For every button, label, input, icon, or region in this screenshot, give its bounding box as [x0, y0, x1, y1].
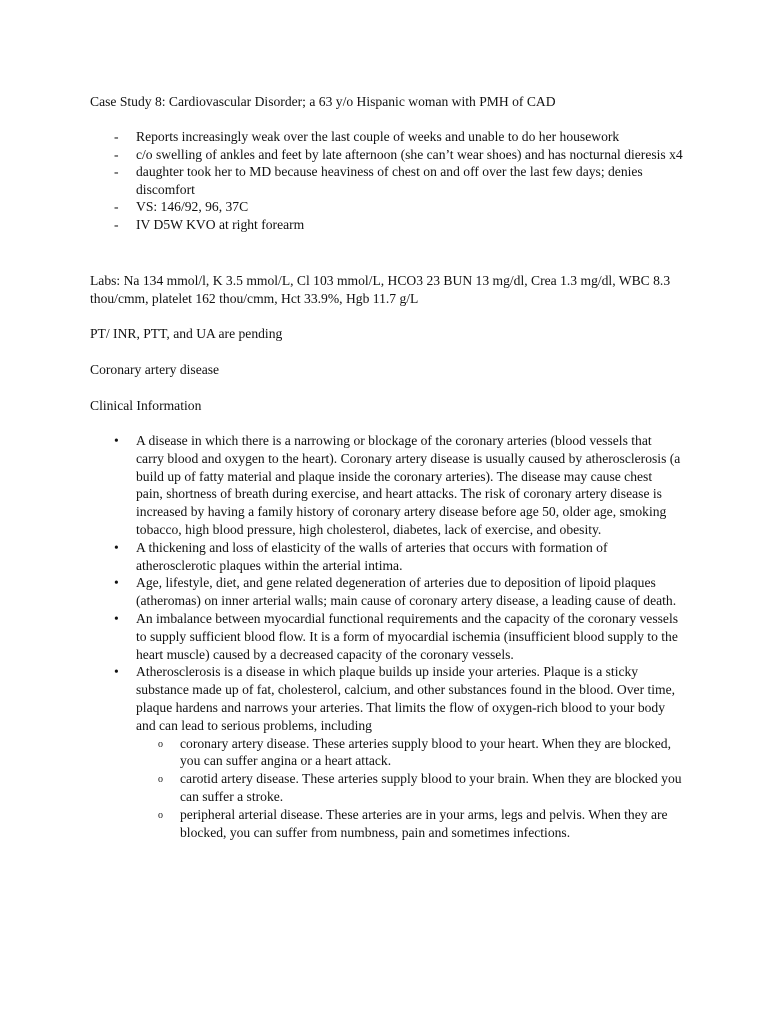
clinical-item — [90, 663, 682, 841]
sub-list — [136, 735, 682, 842]
bullet-marker: • — [114, 610, 119, 626]
bullet-marker: • — [114, 539, 119, 555]
dash-marker: - — [114, 164, 119, 179]
clinical-text: A disease in which there is a narrowing or blockage of the coronary arteries (blood vessels that carry blood and oxygen to the heart). Coronary artery disease is usually caused by atherosclerosis (a build up of fatty material and plaque inside the coronary arteries). The disease may cause chest pain, shortness of breath during exercise, and heart attacks. The risk of coronary artery disease is increased by having a family history of coronary artery disease before age 50, older age, smoking tobacco, high blood pressure, high cholesterol, diabetes, lack of exercise, and obesity. — [136, 433, 681, 537]
circle-marker: o — [158, 774, 163, 786]
clinical-text: An imbalance between myocardial functional requirements and the capacity of the coronary vessels to supply sufficient blood flow. It is a form of myocardial ischemia (insufficient blood supply to the heart muscle) caused by a decreased capacity of the coronary vessels. — [136, 610, 679, 662]
dash-marker: - — [114, 129, 119, 144]
bullet-marker: • — [114, 433, 119, 448]
finding-item — [90, 198, 690, 216]
sub-item-text: coronary artery disease. These arteries supply blood to your heart. When they are blocked, you can suffer angina or a heart attack. — [180, 735, 671, 769]
finding-text: IV D5W KVO at right forearm — [136, 216, 305, 232]
dash-marker: - — [114, 199, 119, 214]
disease-heading: Coronary artery disease — [90, 362, 220, 377]
clinical-list — [90, 432, 682, 841]
finding-text: daughter took her to MD because heaviness of chest on and off over the last few days; denies discomfort — [136, 164, 643, 197]
sub-item-text: carotid artery disease. These arteries supply blood to your brain. When they are blocked you can suffer a stroke. — [180, 771, 682, 804]
dash-marker: - — [114, 216, 119, 232]
labs-paragraph: Labs: Na 134 mmol/l, K 3.5 mmol/L, Cl 103 mmol/L, HCO3 23 BUN 13 mg/dl, Crea 1.3 mg/dl, WBC 8.3 thou/cmm, platelet 162 thou/cmm, Hct 33.9%, Hgb 11.7 g/L — [90, 273, 671, 306]
clinical-text: Age, lifestyle, diet, and gene related degeneration of arteries due to deposition of lipoid plaques (atheromas) on inner arterial walls; main cause of coronary artery disease, a leading cause of death. — [136, 575, 677, 609]
finding-item — [90, 128, 690, 146]
bullet-marker: • — [114, 664, 119, 680]
sub-item — [136, 770, 682, 806]
finding-text: Reports increasingly weak over the last couple of weeks and unable to do her housework — [136, 129, 620, 144]
clinical-item — [90, 610, 682, 663]
clinical-item — [90, 539, 682, 575]
sub-item-text: peripheral arterial disease. These arteries are in your arms, legs and pelvis. When they are blocked, you can suffer from numbness, pain and sometimes infections. — [180, 806, 668, 840]
finding-text: VS: 146/92, 96, 37C — [136, 199, 249, 214]
dash-marker: - — [114, 146, 119, 162]
case-title: Case Study 8: Cardiovascular Disorder; a 63 y/o Hispanic woman with PMH of CAD — [90, 94, 556, 109]
clinical-heading: Clinical Information — [90, 398, 202, 413]
finding-text: c/o swelling of ankles and feet by late afternoon (she can’t wear shoes) and has nocturnal dieresis x4 — [136, 146, 683, 162]
clinical-text: Atherosclerosis is a disease in which plaque builds up inside your arteries. Plaque is a sticky substance made up of fat, cholesterol, calcium, and other substances found in the blood. Over time, plaque hardens and narrows your arteries. That limits the flow of oxygen-rich blood to your body and can lead to serious problems, including — [136, 664, 676, 733]
sub-item — [136, 806, 682, 842]
bullet-marker: • — [114, 575, 119, 591]
findings-list — [90, 128, 690, 233]
finding-item — [90, 146, 690, 164]
finding-item — [90, 163, 690, 198]
pending-paragraph: PT/ INR, PTT, and UA are pending — [90, 326, 283, 341]
finding-item — [90, 216, 690, 234]
clinical-item — [90, 574, 682, 610]
circle-marker: o — [158, 738, 163, 750]
sub-item — [136, 735, 682, 771]
clinical-item — [90, 432, 682, 539]
circle-marker: o — [158, 809, 163, 821]
clinical-text: A thickening and loss of elasticity of the walls of arteries that occurs with formation of atherosclerotic plaques within the arterial intima. — [136, 539, 608, 573]
